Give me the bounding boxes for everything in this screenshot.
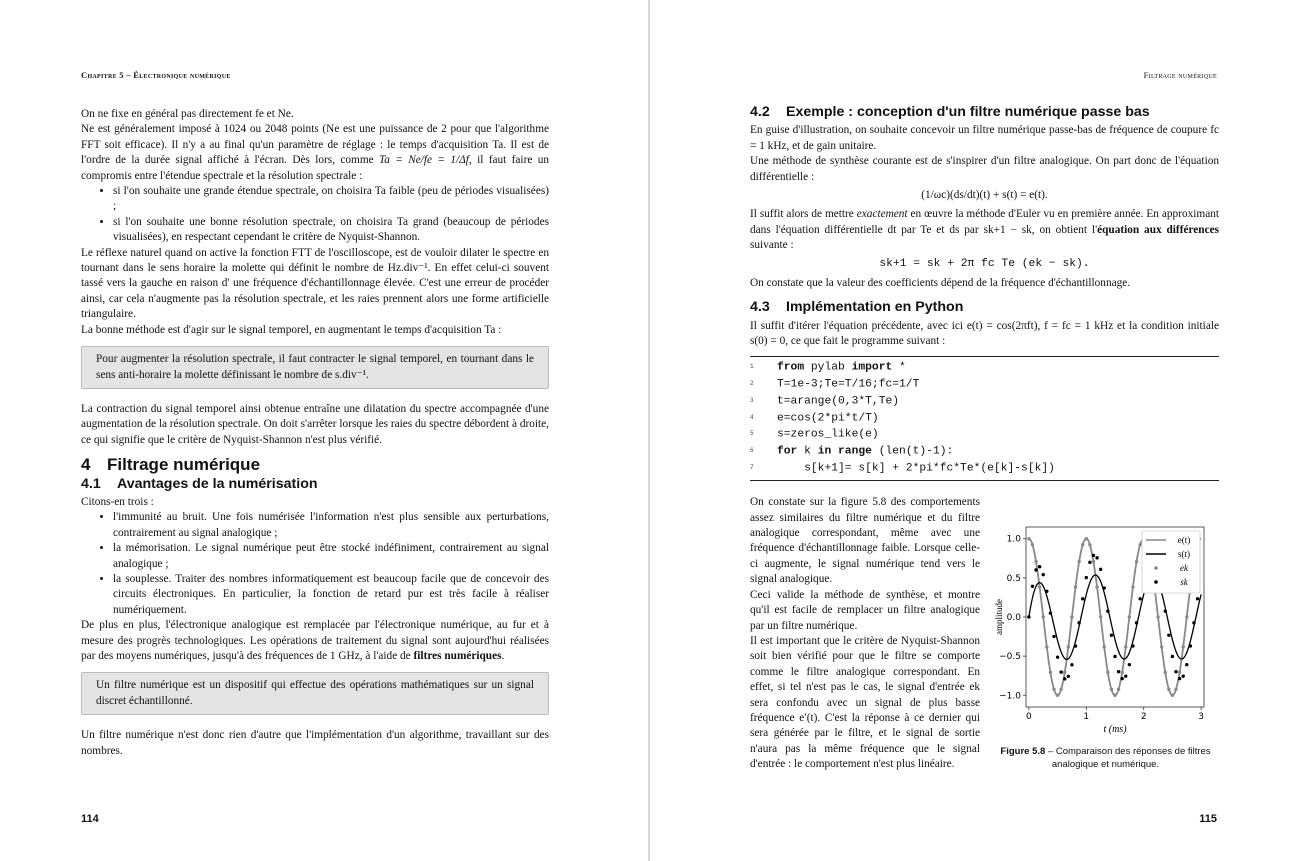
left-page-content <box>81 107 549 759</box>
paragraph: Il suffit d'itérer l'équation précédente, avec ici e(t) = cos(2πft), f = fc = 1 kHz et la condition initiale s(0) = 0, ce que fait le programme suivant : <box>750 319 1219 348</box>
point-ek <box>1167 688 1170 691</box>
section-heading: 4 Filtrage numérique <box>81 455 261 475</box>
point-ek <box>1063 671 1066 674</box>
list-item: • la mémorisation. Le signal numérique peut être stocké indéfiniment, contrairement au signal analogique ; <box>113 541 549 572</box>
point-ek <box>1088 543 1091 546</box>
point-ek <box>1056 694 1059 697</box>
point-ek <box>1099 616 1102 619</box>
paragraph: Une méthode de synthèse courante est de s'inspirer d'un filtre analogique. On part donc de l'équation différentielle : <box>750 155 1219 183</box>
running-header-left: Chapitre 5 – Électronique numérique <box>81 70 231 80</box>
y-tick-label: −0.5 <box>999 652 1021 663</box>
point-ek <box>1049 671 1052 674</box>
point-ek <box>1178 671 1181 674</box>
point-ek <box>1171 694 1174 697</box>
wrapped-text <box>750 495 980 772</box>
filter-response-chart <box>992 519 1219 737</box>
bullet-list <box>81 184 549 246</box>
paragraph: Un filtre numérique n'est donc rien d'autre que l'implémentation d'un algorithme, travaillant sur des nombres. <box>81 729 549 757</box>
point-ek <box>1031 543 1034 546</box>
point-ek <box>1164 671 1167 674</box>
point-sk <box>1120 677 1123 680</box>
list-item: • si l'on souhaite une grande étendue spectrale, on choisira Ta faible (peu de périodes visualisées) ; <box>113 184 549 215</box>
point-sk <box>1067 675 1070 678</box>
point-sk <box>1178 677 1181 680</box>
right-page <box>650 0 1298 861</box>
point-ek <box>1042 616 1045 619</box>
point-sk <box>1092 554 1095 557</box>
code-line: 2 T=1e-3;Te=T/16;fc=1/T <box>750 378 920 391</box>
legend-swatch <box>1154 566 1158 570</box>
code-line: 3 t=arange(0,3*T,Te) <box>750 395 900 408</box>
x-tick-label: 2 <box>1140 712 1147 723</box>
point-sk <box>1027 616 1030 619</box>
running-header-right: Filtrage numérique <box>1143 70 1217 80</box>
point-ek <box>1059 688 1062 691</box>
paragraph: Citons-en trois : <box>81 495 154 508</box>
legend-label: s(t) <box>1178 549 1190 560</box>
point-sk <box>1070 663 1073 666</box>
highlight-box: Un filtre numérique est un dispositif qui effectue des opérations mathématiques sur un signal discret échantillonné. <box>81 672 549 715</box>
paragraph: De plus en plus, l'électronique analogique est remplacée par l'électronique numérique, au fur et à mesure des progrès technologiques. Les opérations de traitement du signal sont aujourd'hui réalisées par des moyens numériques, jusqu'à des fréquences de 1 GHz, à l'aide de filtres numériques. <box>81 619 549 662</box>
legend-label: e(t) <box>1177 535 1191 546</box>
point-ek <box>1045 645 1048 648</box>
paragraph: La contraction du signal temporel ainsi obtenue entraîne une dilatation du spectre accompagnée d'une augmentation de la résolution spectrale. On doit s'arrêter lorsque les raies du spectre débordent à droite, ce qui signifie que le critère de Nyquist-Shannon n'est plus vérifié. <box>81 402 549 446</box>
paragraph: On constate que la valeur des coefficients dépend de la fréquence d'échantillonnage. <box>750 277 1131 290</box>
y-tick-label: 1.0 <box>1006 534 1021 545</box>
point-sk <box>1196 597 1199 600</box>
point-sk <box>1059 671 1062 674</box>
right-page-content <box>750 105 1219 773</box>
point-ek <box>1156 616 1159 619</box>
point-sk <box>1099 568 1102 571</box>
subsection-heading: 4.3 Implémentation en Python <box>750 299 964 316</box>
point-sk <box>1077 621 1080 624</box>
point-ek <box>1034 560 1037 563</box>
point-sk <box>1185 663 1188 666</box>
code-line: 4 e=cos(2*pi*t/T) <box>750 412 879 425</box>
point-sk <box>1106 610 1109 613</box>
paragraph: On constate sur la figure 5.8 des comportements assez similaires du filtre numérique et du filtre analogique correspondant, même avec une fréquence d'échantillonnage faible. Lorsque celle-ci augmente, le signal numérique tend vers le signal analogique. <box>750 496 980 586</box>
code-line: 7 s[k+1]= s[k] + 2*pi*fc*Te*(e[k]-s[k]) <box>750 462 1055 475</box>
legend-label: ek <box>1180 563 1188 574</box>
point-sk <box>1174 670 1177 673</box>
list-item: • la souplesse. Traiter des nombres informatiquement est beaucoup facile que de concevoir des circuits électroniques. En particulier, la fonction de retard pur est très facile à réaliser numériquement. <box>113 572 549 618</box>
point-ek <box>1027 537 1030 540</box>
point-ek <box>1160 645 1163 648</box>
point-ek <box>1095 586 1098 589</box>
point-sk <box>1113 655 1116 658</box>
list-item: • si l'on souhaite une bonne résolution spectrale, on choisira Ta grand (beaucoup de périodes visualisées), en respectant cependant le critère de Nyquist-Shannon. <box>113 215 549 246</box>
left-page <box>0 0 648 861</box>
point-sk <box>1074 645 1077 648</box>
point-sk <box>1131 645 1134 648</box>
point-ek <box>1135 560 1138 563</box>
point-sk <box>1110 634 1113 637</box>
point-ek <box>1038 586 1041 589</box>
legend-label: sk <box>1180 577 1188 588</box>
x-tick-label: 3 <box>1198 712 1204 723</box>
formula: Ta = Ne/fe = 1/Δf <box>378 154 469 167</box>
point-ek <box>1185 616 1188 619</box>
point-sk <box>1088 561 1091 564</box>
paragraph: Il suffit alors de mettre exactement en œuvre la méthode d'Euler vu en première année. En approximant dans l'équation différentielle dt par Te et ds par sk+1 − sk, on obtient l'équation aux différences suivante : <box>750 208 1219 252</box>
figure-5-8 <box>992 519 1219 770</box>
point-ek <box>1174 688 1177 691</box>
figure-caption: Figure 5.8 – Comparaison des réponses de filtres analogique et numérique. <box>1000 745 1211 770</box>
point-sk <box>1192 621 1195 624</box>
paragraph: La bonne méthode est d'agir sur le signal temporel, en augmentant le temps d'acquisition Ta : <box>81 323 502 336</box>
point-ek <box>1131 586 1134 589</box>
point-ek <box>1052 688 1055 691</box>
point-ek <box>1070 616 1073 619</box>
bullet-list <box>81 510 549 618</box>
point-ek <box>1067 645 1070 648</box>
point-ek <box>1113 694 1116 697</box>
point-sk <box>1117 670 1120 673</box>
point-ek <box>1117 688 1120 691</box>
point-sk <box>1164 610 1167 613</box>
y-axis-label: amplitude <box>994 599 1004 636</box>
point-ek <box>1110 688 1113 691</box>
point-sk <box>1034 568 1037 571</box>
point-sk <box>1103 587 1106 590</box>
point-sk <box>1052 635 1055 638</box>
point-sk <box>1181 675 1184 678</box>
text-with-figure <box>750 495 1219 772</box>
y-tick-label: −1.0 <box>999 691 1021 702</box>
point-ek <box>1092 560 1095 563</box>
paragraph: Le réflexe naturel quand on active la fonction FTT de l'oscilloscope, est de vouloir dilater le spectre en tournant dans le sens horaire la molette qui définit le nombre de Hz.div⁻¹. En effet celui-ci souvent tassé vers la gauche en raison d' une fréquence d'échantillonnage élevée. C'est une erreur de procéder ainsi, car cela n'augmente pas la résolution spectrale, et les raies prennent alors une forme artificielle triangulaire. <box>81 246 549 321</box>
point-sk <box>1056 656 1059 659</box>
y-tick-label: 0.0 <box>1006 613 1021 624</box>
code-line: 6 for k in range (len(t)-1): <box>750 446 954 459</box>
subsection-heading: 4.2 Exemple : conception d'un filtre numérique passe bas <box>750 104 1150 120</box>
point-ek <box>1181 645 1184 648</box>
paragraph: Ceci valide la méthode de synthèse, et montre qu'il est facile de remplacer un filtre analogique par un filtre numérique. <box>750 588 980 632</box>
x-tick-label: 0 <box>1026 712 1032 723</box>
legend-swatch <box>1154 580 1158 584</box>
point-sk <box>1031 585 1034 588</box>
point-sk <box>1085 576 1088 579</box>
highlight-box: Pour augmenter la résolution spectrale, il faut contracter le signal temporel, en tournant dans le sens anti-horaire la molette définissant le nombre de s.div⁻¹. <box>81 346 549 389</box>
y-tick-label: 0.5 <box>1006 574 1021 585</box>
x-axis-label: t (ms) <box>1103 724 1127 736</box>
paragraph: Ne est généralement imposé à 1024 ou 2048 points (Ne est une puissance de 2 pour que l'algorithme FFT soit efficace). Il n'y a au final qu'un paramètre de réglage : le temps d'acquisition Ta. Il est de l'ordre de la durée signal affiché à l'écran. Dès lors, comme Ta = Ne/fe = 1/Δf, il faut faire un compromis entre l'étendue spectrale et la résolution spectrale : <box>81 123 549 182</box>
list-item: • l'immunité au bruit. Une fois numérisée l'information n'est plus sensible aux perturbations, contrairement au signal analogique ; <box>113 510 549 541</box>
point-ek <box>1077 560 1080 563</box>
paragraph: Il est important que le critère de Nyquist-Shannon soit bien vérifié pour que le filtre se comporte comme le filtre analogique correspondant. En effet, si tel n'est pas le cas, le signal d'entrée ek sera confondu avec un signal de plus basse fréquence e′(t). C'est la réponse à ce dernier qui sera générée par le filtre, et le signal de sortie n'aura pas la même fréquence que le signal d'entrée : le comportement n'est plus linéaire. <box>750 634 980 771</box>
point-sk <box>1171 655 1174 658</box>
point-sk <box>1095 556 1098 559</box>
point-ek <box>1120 671 1123 674</box>
point-ek <box>1074 586 1077 589</box>
x-tick-label: 1 <box>1083 712 1090 723</box>
point-sk <box>1124 675 1127 678</box>
page-number: 115 <box>1199 813 1217 825</box>
equation: (1/ωc)(ds/dt)(t) + s(t) = e(t). <box>921 189 1048 202</box>
point-ek <box>1124 645 1127 648</box>
code-line: 5 s=zeros_like(e) <box>750 429 879 442</box>
point-ek <box>1081 543 1084 546</box>
point-ek <box>1103 645 1106 648</box>
point-sk <box>1038 565 1041 568</box>
subsection-heading: 4.1 Avantages de la numérisation <box>81 475 318 492</box>
point-sk <box>1135 621 1138 624</box>
point-ek <box>1085 537 1088 540</box>
point-ek <box>1106 671 1109 674</box>
point-sk <box>1167 634 1170 637</box>
paragraph: En guise d'illustration, on souhaite concevoir un filtre numérique passe-bas de fréquence de coupure fc = 1 kHz, et de gain unitaire. <box>750 124 1219 152</box>
point-sk <box>1049 612 1052 615</box>
point-ek <box>1138 543 1141 546</box>
code-line: 1 from pylab import * <box>750 361 906 374</box>
point-sk <box>1045 590 1048 593</box>
point-sk <box>1189 645 1192 648</box>
code-listing <box>750 356 1219 482</box>
equation: sk+1 = sk + 2π fc Te (ek − sk). <box>879 257 1090 270</box>
point-sk <box>1081 597 1084 600</box>
point-sk <box>1063 677 1066 680</box>
page-number: 114 <box>81 813 99 825</box>
paragraph: On ne fixe en général pas directement fe et Ne. <box>81 108 294 120</box>
point-sk <box>1042 573 1045 576</box>
point-sk <box>1128 663 1131 666</box>
point-ek <box>1128 616 1131 619</box>
point-sk <box>1138 597 1141 600</box>
